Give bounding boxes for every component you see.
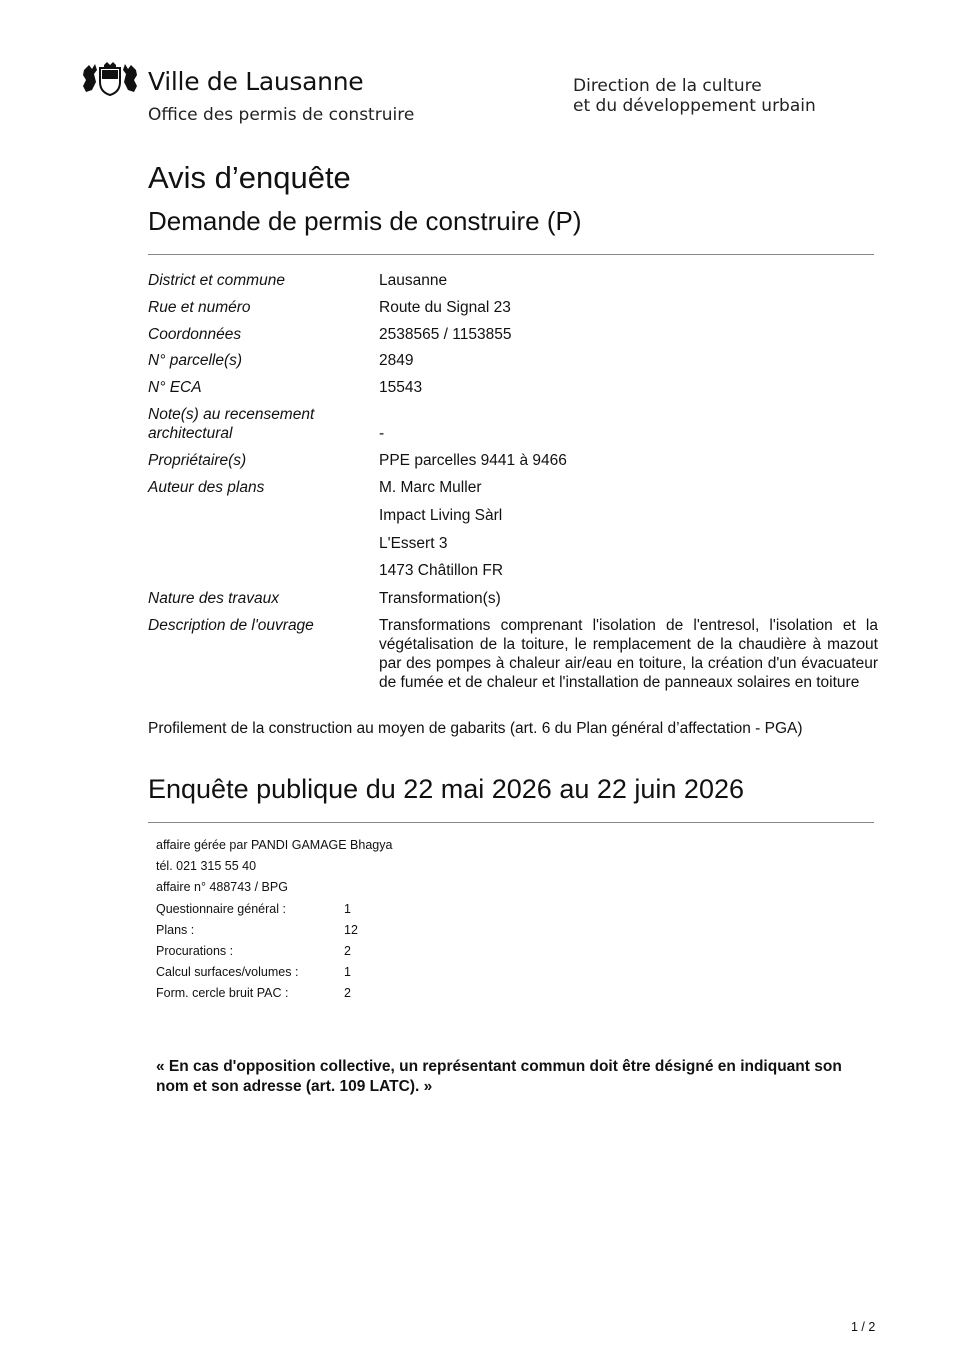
field-label: District et commune [148, 272, 285, 289]
contact-phone-text: tél. 021 315 55 40 [156, 859, 257, 873]
document-name: Plans : [156, 923, 195, 937]
field-label: N° ECA [148, 379, 202, 396]
document-count: 12 [344, 923, 358, 937]
document-count: 2 [344, 944, 351, 958]
field-label: Auteur des plans [148, 479, 265, 496]
field-value: Route du Signal 23 [379, 299, 511, 316]
page-subtitle: Demande de permis de construire (P) [148, 206, 582, 236]
page-number: 1 / 2 [851, 1320, 876, 1334]
divider [148, 822, 874, 823]
field-label [148, 405, 368, 443]
field-value: - [379, 425, 385, 442]
field-value: Lausanne [379, 272, 448, 289]
document-name: Procurations : [156, 944, 234, 958]
office-name: Office des permis de construire [148, 105, 415, 125]
field-label: Description de l'ouvrage [148, 617, 314, 634]
document-count: 1 [344, 902, 351, 916]
field-value-extra: Impact Living Sàrl [379, 507, 503, 524]
direction-name [573, 76, 816, 116]
field-value: 2849 [379, 352, 414, 369]
direction-line-1: Direction de la culture [573, 76, 762, 96]
direction-line-2: et du développement urbain [573, 96, 816, 116]
document-name: Questionnaire général : [156, 902, 286, 916]
page-title: Avis d’enquête [148, 160, 351, 195]
collective-opposition-notice: « En cas d'opposition collective, un représentant commun doit être désigné en indiquant son nom et son adresse (art. 109 LATC). » [156, 1058, 842, 1095]
case-manager-text: affaire gérée par PANDI GAMAGE Bhagya [156, 838, 393, 852]
field-value-extra: 1473 Châtillon FR [379, 562, 504, 579]
field-value: 2538565 / 1153855 [379, 326, 512, 343]
lausanne-coat-of-arms-logo [80, 62, 140, 96]
field-value: Transformations comprenant l'isolation de l'entresol, l'isolation et la végétalisation de la toiture, le remplacement de la chaudière à mazout par des pompes à chaleur air/eau en toiture, la création d'un évacuateur de fumée et de chaleur et l'installation de panneaux solaires en toiture [379, 617, 878, 691]
document-name: Calcul surfaces/volumes : [156, 965, 299, 979]
divider [148, 254, 874, 255]
field-label: N° parcelle(s) [148, 352, 243, 369]
document-name: Form. cercle bruit PAC : [156, 986, 289, 1000]
field-label: Coordonnées [148, 326, 242, 343]
field-value-extra: L'Essert 3 [379, 535, 448, 552]
field-value: Transformation(s) [379, 590, 501, 607]
city-name: Ville de Lausanne [148, 67, 364, 96]
field-value: M. Marc Muller [379, 479, 482, 496]
field-label: Propriétaire(s) [148, 452, 247, 469]
field-value: 15543 [379, 379, 423, 396]
field-label-line-1: Note(s) au recensement [148, 406, 315, 423]
field-label: Rue et numéro [148, 299, 251, 316]
document-count: 2 [344, 986, 351, 1000]
field-value: PPE parcelles 9441 à 9466 [379, 452, 567, 469]
profilement-note: Profilement de la construction au moyen de gabarits (art. 6 du Plan général d’affectation - PGA) [148, 720, 803, 737]
document-count: 1 [344, 965, 351, 979]
field-label-line-2: architectural [148, 425, 233, 442]
field-label: Nature des travaux [148, 590, 279, 607]
case-number-text: affaire n° 488743 / BPG [156, 880, 288, 894]
inquiry-period-heading: Enquête publique du 22 mai 2026 au 22 juin 2026 [148, 774, 744, 804]
